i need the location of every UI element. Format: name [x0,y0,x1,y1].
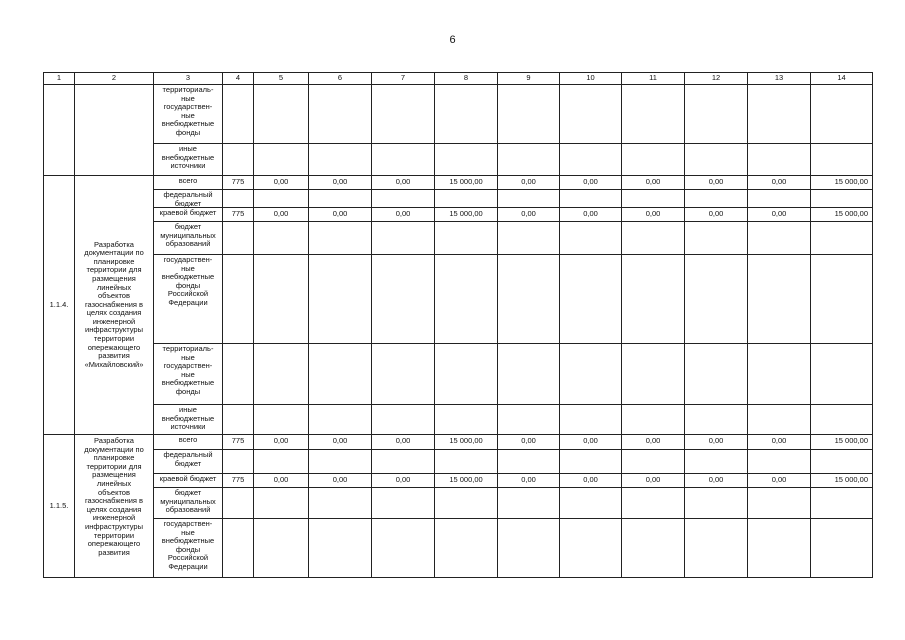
section-name: Разработка документации по планировке территории для размещения линейных объектов газоснабжения в целях создания инженерной инфраструктуры территории опережающего развития [74,434,154,578]
value-cell [253,404,309,435]
value-cell: 0,00 [497,434,560,450]
column-header-14: 14 [810,72,873,85]
value-cell [253,487,309,519]
value-cell [559,343,622,405]
value-cell: 15 000,00 [434,207,498,222]
value-cell: 0,00 [621,473,685,488]
value-cell [222,221,254,255]
column-header-2: 2 [74,72,154,85]
value-cell [308,254,372,344]
value-cell [371,221,435,255]
value-cell: 0,00 [253,434,309,450]
value-cell [497,404,560,435]
value-cell [810,254,873,344]
value-cell [559,518,622,578]
value-cell [222,487,254,519]
value-cell [253,518,309,578]
value-cell: 0,00 [308,473,372,488]
value-cell: 15 000,00 [434,175,498,190]
value-cell [222,143,254,176]
value-cell: 0,00 [371,175,435,190]
value-cell: 0,00 [684,207,748,222]
funding-source: бюджет муниципальных образований [153,487,223,519]
value-cell [434,518,498,578]
value-cell [747,343,811,405]
value-cell: 0,00 [253,207,309,222]
value-cell [559,143,622,176]
column-header-11: 11 [621,72,685,85]
value-cell [621,404,685,435]
funding-source: бюджет муниципальных образований [153,221,223,255]
column-header-3: 3 [153,72,223,85]
section-name [74,84,154,176]
value-cell [434,254,498,344]
value-cell [253,189,309,208]
value-cell [253,84,309,144]
value-cell [434,343,498,405]
value-cell [371,449,435,474]
value-cell: 775 [222,175,254,190]
value-cell [434,449,498,474]
value-cell [434,189,498,208]
value-cell [621,143,685,176]
column-header-12: 12 [684,72,748,85]
value-cell [434,404,498,435]
value-cell: 0,00 [621,175,685,190]
value-cell: 0,00 [371,434,435,450]
value-cell: 0,00 [684,473,748,488]
value-cell [559,84,622,144]
value-cell: 15 000,00 [434,434,498,450]
value-cell [371,487,435,519]
value-cell: 0,00 [497,175,560,190]
value-cell [747,518,811,578]
value-cell: 0,00 [253,473,309,488]
column-header-10: 10 [559,72,622,85]
value-cell [222,84,254,144]
value-cell [308,404,372,435]
value-cell: 15 000,00 [810,175,873,190]
value-cell [497,343,560,405]
value-cell [371,189,435,208]
value-cell: 0,00 [747,434,811,450]
column-header-13: 13 [747,72,811,85]
funding-source: территориаль- ные государствен- ные внебюджетные фонды [153,84,223,144]
column-header-8: 8 [434,72,498,85]
value-cell: 0,00 [497,207,560,222]
funding-source: иные внебюджетные источники [153,404,223,435]
value-cell [434,487,498,519]
value-cell: 0,00 [621,207,685,222]
value-cell: 0,00 [308,207,372,222]
value-cell [308,221,372,255]
value-cell [222,254,254,344]
value-cell [621,343,685,405]
value-cell: 0,00 [684,175,748,190]
funding-source: всего [153,175,223,190]
section-name: Разработка документации по планировке территории для размещения линейных объектов газоснабжения в целях создания инженерной инфраструктуры территории опережающего развития «Михайловский» [74,175,154,435]
value-cell [621,84,685,144]
value-cell [810,84,873,144]
value-cell: 15 000,00 [434,473,498,488]
value-cell: 0,00 [747,175,811,190]
value-cell [559,404,622,435]
value-cell: 15 000,00 [810,207,873,222]
value-cell [621,254,685,344]
value-cell: 0,00 [747,473,811,488]
funding-source: иные внебюджетные источники [153,143,223,176]
value-cell [684,518,748,578]
value-cell [747,189,811,208]
value-cell [497,449,560,474]
value-cell [747,449,811,474]
column-header-6: 6 [308,72,372,85]
funding-source: краевой бюджет [153,473,223,488]
value-cell [253,254,309,344]
value-cell [747,487,811,519]
value-cell [497,84,560,144]
value-cell [497,221,560,255]
value-cell [747,84,811,144]
value-cell [371,254,435,344]
value-cell [684,449,748,474]
value-cell [684,254,748,344]
section-code: 1.1.4. [43,175,75,435]
value-cell [253,343,309,405]
value-cell [371,84,435,144]
value-cell [559,221,622,255]
value-cell: 15 000,00 [810,473,873,488]
value-cell [684,343,748,405]
value-cell [559,449,622,474]
value-cell [253,221,309,255]
value-cell: 775 [222,434,254,450]
funding-source: федеральный бюджет [153,449,223,474]
value-cell [810,343,873,405]
value-cell: 0,00 [559,473,622,488]
value-cell [621,518,685,578]
value-cell: 15 000,00 [810,434,873,450]
value-cell [434,84,498,144]
column-header-4: 4 [222,72,254,85]
value-cell [222,189,254,208]
value-cell [253,449,309,474]
funding-source: государствен- ные внебюджетные фонды Российской Федерации [153,518,223,578]
value-cell: 0,00 [747,207,811,222]
value-cell [308,189,372,208]
funding-source: краевой бюджет [153,207,223,222]
value-cell: 0,00 [559,207,622,222]
value-cell: 0,00 [308,434,372,450]
value-cell: 775 [222,207,254,222]
value-cell [747,221,811,255]
value-cell: 0,00 [497,473,560,488]
value-cell [559,487,622,519]
value-cell: 775 [222,473,254,488]
value-cell [308,518,372,578]
value-cell [308,343,372,405]
value-cell [222,404,254,435]
value-cell [810,518,873,578]
value-cell [497,254,560,344]
value-cell [621,189,685,208]
value-cell: 0,00 [371,473,435,488]
value-cell [497,189,560,208]
section-code: 1.1.5. [43,434,75,578]
value-cell: 0,00 [559,175,622,190]
value-cell: 0,00 [559,434,622,450]
value-cell [308,449,372,474]
value-cell: 0,00 [621,434,685,450]
value-cell [497,487,560,519]
value-cell [747,404,811,435]
value-cell [222,518,254,578]
value-cell [684,84,748,144]
value-cell [684,143,748,176]
value-cell [308,487,372,519]
value-cell [308,84,372,144]
value-cell [747,254,811,344]
value-cell [559,189,622,208]
funding-source: территориаль- ные государствен- ные внебюджетные фонды [153,343,223,405]
value-cell [810,487,873,519]
column-header-1: 1 [43,72,75,85]
value-cell [371,404,435,435]
value-cell [810,449,873,474]
value-cell [684,221,748,255]
value-cell [747,143,811,176]
value-cell [434,221,498,255]
value-cell [222,449,254,474]
section-code [43,84,75,176]
value-cell [684,189,748,208]
value-cell: 0,00 [684,434,748,450]
value-cell [810,221,873,255]
value-cell [621,449,685,474]
value-cell [497,518,560,578]
value-cell [684,404,748,435]
value-cell [559,254,622,344]
value-cell: 0,00 [308,175,372,190]
funding-source: государствен- ные внебюджетные фонды Российской Федерации [153,254,223,344]
value-cell [222,343,254,405]
value-cell: 0,00 [253,175,309,190]
funding-source: федеральный бюджет [153,189,223,208]
value-cell: 0,00 [371,207,435,222]
value-cell [371,143,435,176]
value-cell [371,518,435,578]
value-cell [621,221,685,255]
column-header-9: 9 [497,72,560,85]
column-header-7: 7 [371,72,435,85]
value-cell [253,143,309,176]
value-cell [684,487,748,519]
value-cell [497,143,560,176]
value-cell [810,189,873,208]
page-number: 6 [449,34,456,46]
value-cell [810,404,873,435]
value-cell [621,487,685,519]
value-cell [810,143,873,176]
column-header-5: 5 [253,72,309,85]
value-cell [308,143,372,176]
value-cell [371,343,435,405]
funding-source: всего [153,434,223,450]
value-cell [434,143,498,176]
